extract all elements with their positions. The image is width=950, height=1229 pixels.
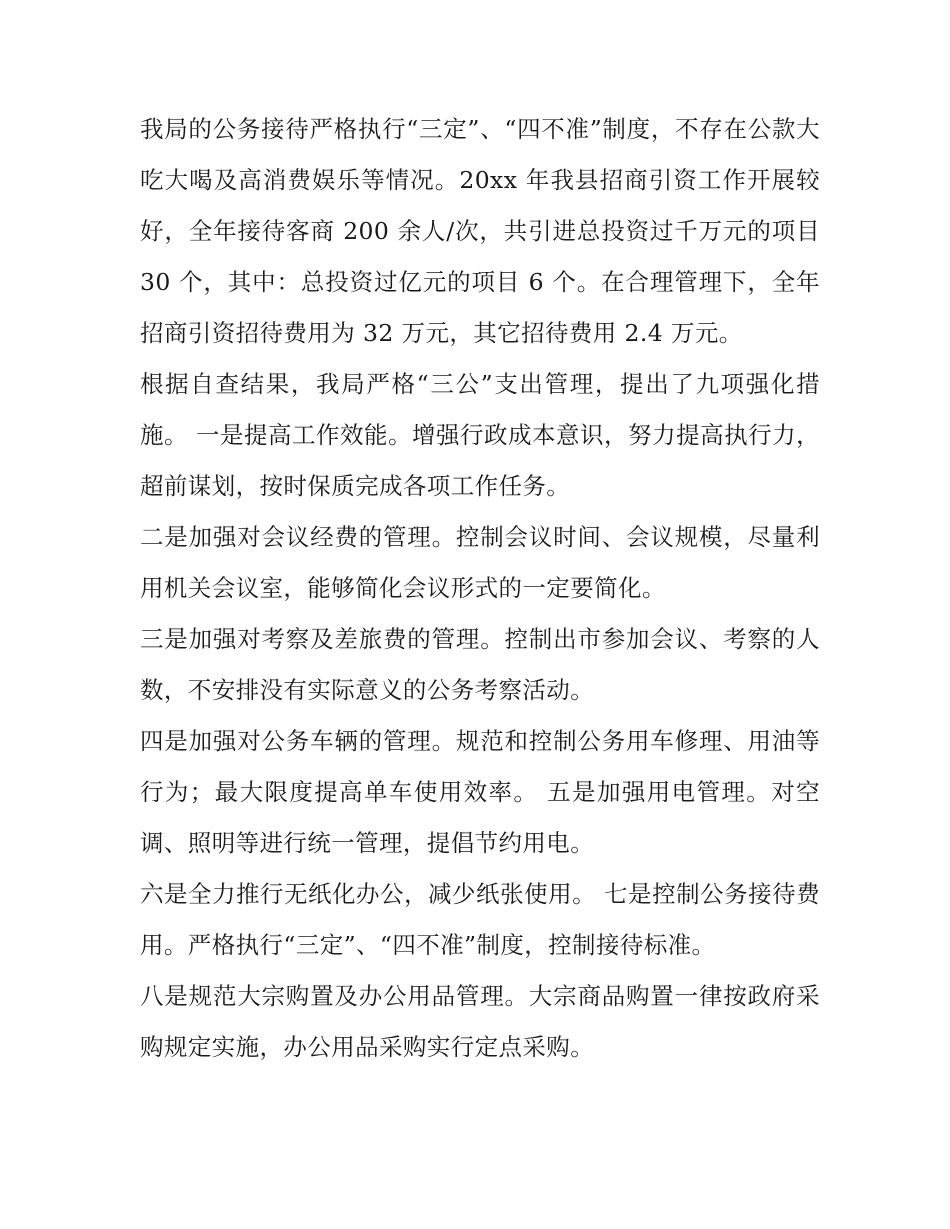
paragraph-vehicles-electricity: 四是加强对公务车辆的管理。规范和控制公务用车修理、用油等行为；最大限度提高单车使用效率。 五是加强用电管理。对空调、照明等进行统一管理，提倡节约用电。 — [140, 727, 820, 857]
paragraph-procurement: 八是规范大宗购置及办公用品管理。大宗商品购置一律按政府采购规定实施，办公用品采购实行定点采购。 — [140, 982, 820, 1061]
paragraph-travel-expenses: 三是加强对考察及差旅费的管理。控制出市参加会议、考察的人数，不安排没有实际意义的公务考察活动。 — [140, 625, 820, 704]
document-body — [140, 104, 820, 1073]
paragraph-meeting-funds: 二是加强对会议经费的管理。控制会议时间、会议规模，尽量利用机关会议室，能够简化会议形式的一定要简化。 — [140, 523, 820, 602]
paragraph-reception-expenses: 我局的公务接待严格执行“三定”、“四不准”制度，不存在公款大吃大喝及高消费娱乐等情况。20xx 年我县招商引资工作开展较好，全年接待客商 200 余人/次，共引进总投资过千万元的项目 30 个，其中：总投资过亿元的项目 6 个。在合理管理下，全年招商引资招待费用为 32 万元，其它招待费用 2.4 万元。 — [140, 115, 820, 347]
paragraph-self-inspection-measures: 根据自查结果，我局严格“三公”支出管理，提出了九项强化措施。 一是提高工作效能。增强行政成本意识，努力提高执行力，超前谋划，按时保质完成各项工作任务。 — [140, 370, 820, 500]
paragraph-paperless-reception: 六是全力推行无纸化办公，减少纸张使用。 七是控制公务接待费用。严格执行“三定”、“四不准”制度，控制接待标准。 — [140, 880, 820, 959]
